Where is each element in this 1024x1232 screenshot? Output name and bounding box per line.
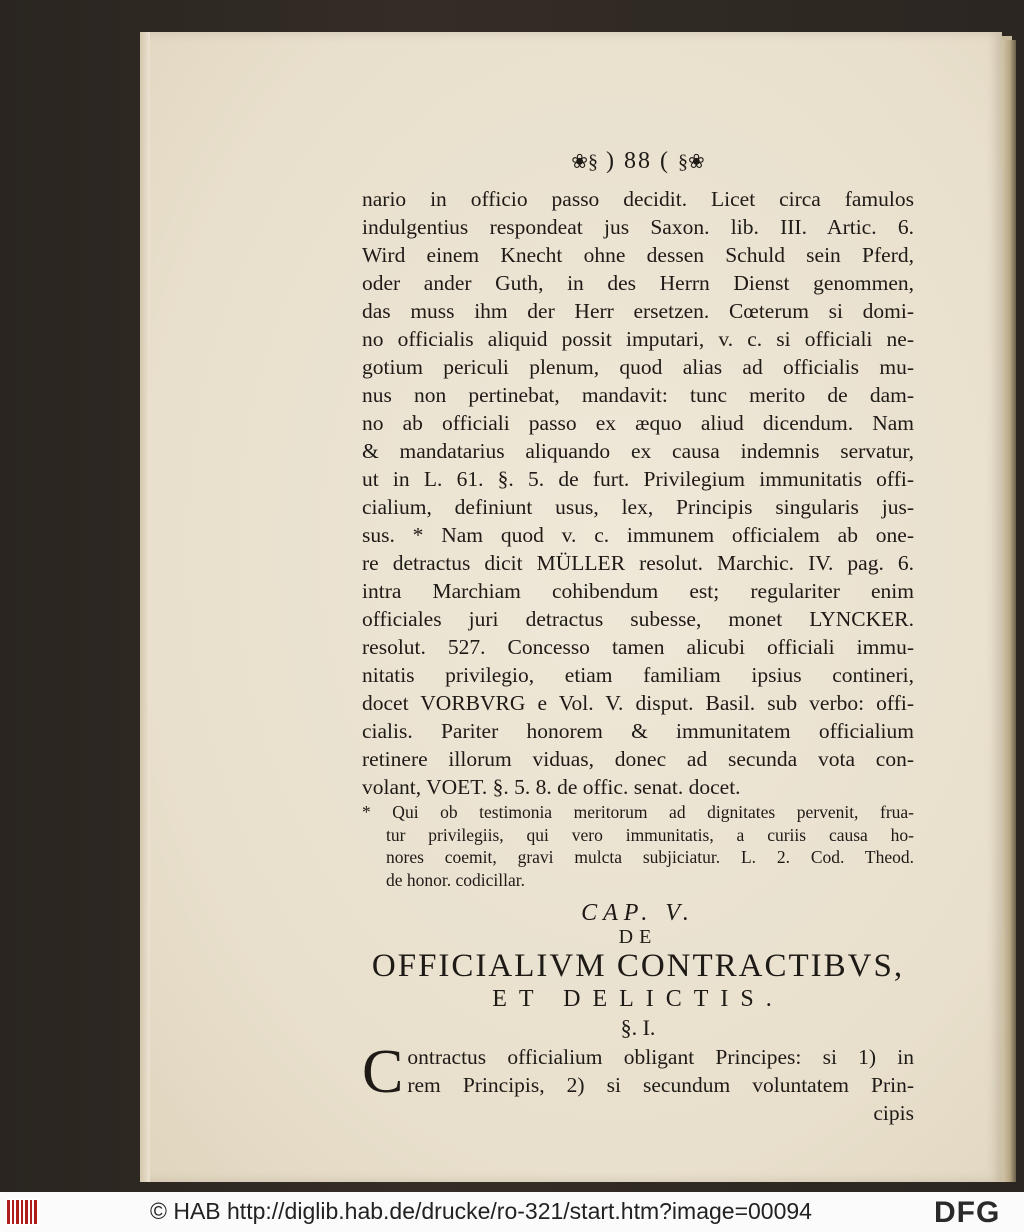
section-sign: §. I. (620, 1015, 656, 1040)
body-line: oder ander Guth, in des Herrn Dienst genommen, (362, 271, 914, 295)
body-line: intra Marchiam cohibendum est; regulariter enim (362, 579, 914, 603)
body-line: docet VORBVRG e Vol. V. disput. Basil. sub verbo: offi- (362, 691, 914, 715)
footnote (362, 801, 914, 891)
catchword: cipis (873, 1101, 914, 1125)
dfg-logo: DFG (934, 1196, 1001, 1229)
body-line: no ab officiali passo ex æquo aliud dicendum. Nam (362, 411, 914, 435)
paragraph-line: ontractus officialium obligant Principes: si 1) in (407, 1045, 914, 1069)
footnote-line: * Qui ob testimonia meritorum ad dignitates pervenit, frua- (362, 802, 914, 822)
running-head (362, 148, 914, 175)
page-number: ) 88 ( (606, 148, 670, 174)
chapter-number: CAP. V. (581, 900, 695, 926)
body-line: retinere illorum viduas, donec ad secunda vota con- (362, 747, 914, 771)
body-text (362, 185, 914, 801)
body-line: indulgentius respondeat jus Saxon. lib. III. Artic. 6. (362, 215, 914, 239)
footnote-line: nores coemit, gravi mulcta subjiciatur. L. 2. Cod. Theod. (386, 847, 914, 867)
source-link[interactable]: © HAB http://diglib.hab.de/drucke/ro-321/start.htm?image=00094 (150, 1198, 812, 1224)
body-line: no officialis aliquid possit imputari, v. c. si officiali ne- (362, 327, 914, 351)
page-gutter (140, 32, 150, 1182)
body-line: volant, VOET. §. 5. 8. de offic. senat. docet. (362, 775, 741, 799)
body-line: cialis. Pariter honorem & immunitatem officialium (362, 719, 914, 743)
body-line: cialium, definiunt usus, lex, Principis singularis jus- (362, 495, 914, 519)
drop-cap: C (362, 1038, 404, 1106)
body-line: nus non pertinebat, mandavit: tunc merito de dam- (362, 383, 914, 407)
ornament-right-icon: §❀ (677, 151, 705, 173)
body-line: re detractus dicit MÜLLER resolut. Marchic. IV. pag. 6. (362, 551, 914, 575)
footnote-line: de honor. codicillar. (386, 869, 525, 890)
ornament-left-icon: ❀§ (571, 151, 598, 173)
body-line: nario in officio passo decidit. Licet circa famulos (362, 187, 914, 211)
body-line: sus. * Nam quod v. c. immunem officialem ab one- (362, 523, 914, 547)
footnote-line: tur privilegiis, qui vero immunitatis, a curiis causa ho- (386, 824, 914, 845)
paragraph-line: rem Principis, 2) si secundum voluntatem Prin- (407, 1073, 914, 1097)
body-line: gotium periculi plenum, quod alias ad officialis mu- (362, 355, 914, 379)
text-column (362, 148, 914, 1127)
chapter-paragraph (362, 1038, 914, 1127)
body-line: resolut. 527. Concesso tamen alicubi officiali immu- (362, 635, 914, 659)
body-line: officiales juri detractus subesse, monet LYNCKER. (362, 607, 914, 631)
page-edge (1000, 40, 1016, 1182)
chapter-title: OFFICIALIVM CONTRACTIBVS, (371, 948, 905, 984)
body-line: & mandatarius aliquando ex causa indemnis servatur, (362, 439, 914, 463)
body-line: ut in L. 61. §. 5. de furt. Privilegium immunitatis offi- (362, 467, 914, 491)
chapter-de: DE (618, 926, 658, 948)
body-line: das muss ihm der Herr ersetzen. Cœterum si domi- (362, 299, 914, 323)
footer-bar (0, 1192, 1024, 1232)
body-line: Wird einem Knecht ohne dessen Schuld sein Pferd, (362, 243, 914, 267)
chapter-subtitle: ET DELICTIS. (492, 986, 784, 1012)
library-barcode-icon (6, 1196, 40, 1228)
body-line: nitatis privilegio, etiam familiam ipsius contineri, (362, 663, 914, 687)
